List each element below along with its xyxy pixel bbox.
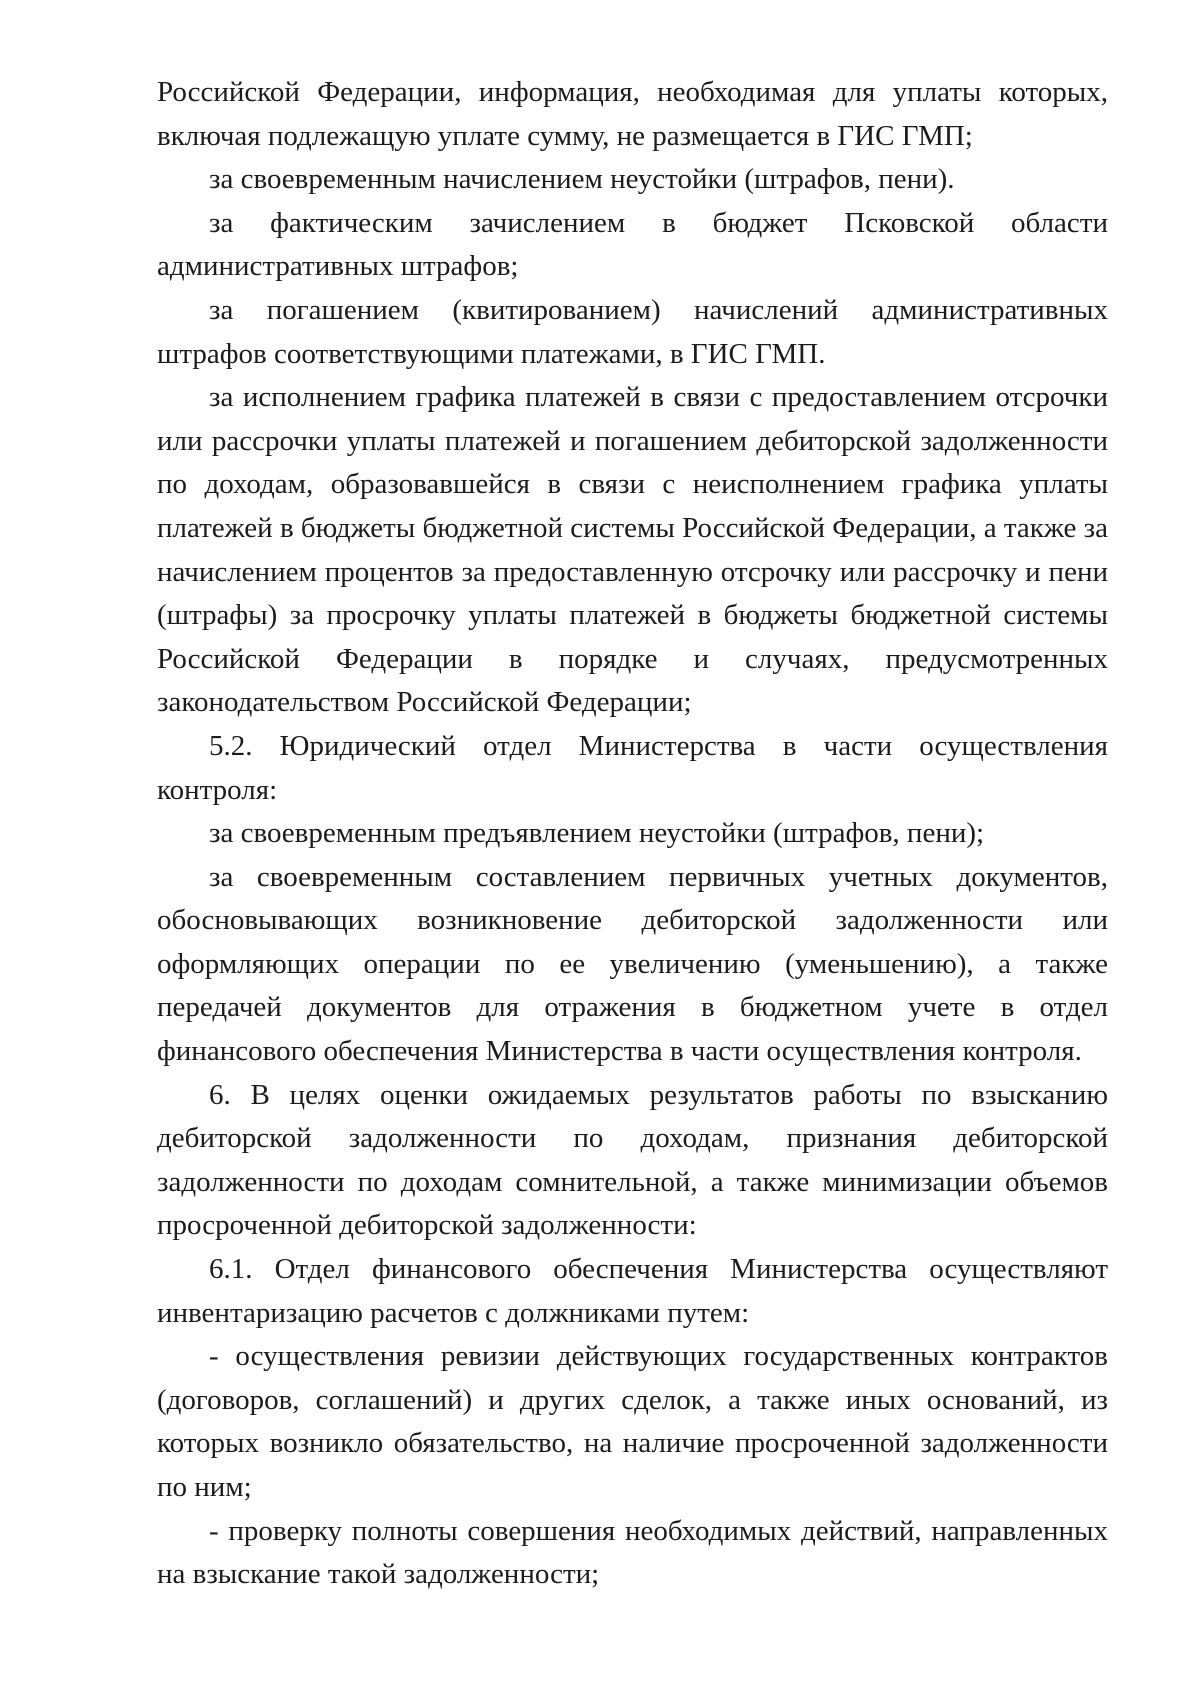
paragraph-fines-crediting: за фактическим зачислением в бюджет Псковской области административных штрафов; [157,206,1108,283]
paragraph-section-6: 6. В целях оценки ожидаемых результатов работы по взысканию дебиторской задолженности по доходам, признания дебиторской задолженности по доходам сомнительной, а также минимизации объемов просроченной дебиторской задолженности: [157,1078,1108,1242]
paragraph-primary-documents: за своевременным составлением первичных учетных документов, обосновывающих возникновение дебиторской задолженности или оформляющих операции по ее увеличению (уменьшению), а также передачей документов для отражения в бюджетном учете в отдел финансового обеспечения Министерства в части осуществления контроля. [157,860,1108,1068]
paragraph-penalty-accrual: за своевременным начислением неустойки (штрафов, пени). [209,163,955,196]
list-item-contract-audit: - осуществления ревизии действующих государственных контрактов (договоров, соглашений) и других сделок, а также иных оснований, из которых возникло обязательство, на наличие просроченной задолженности по ним; [157,1340,1108,1503]
list-item-completeness-check: - проверку полноты совершения необходимых действий, направленных на взыскание такой задолженности; [157,1514,1108,1591]
paragraph-section-6-1: 6.1. Отдел финансового обеспечения Министерства осуществляют инвентаризацию расчетов с должниками путем: [157,1253,1108,1329]
document-body [157,71,1108,1597]
paragraph-section-5-2: 5.2. Юридический отдел Министерства в части осуществления контроля: [157,729,1108,806]
paragraph-continuation: Российской Федерации, информация, необходимая для уплаты которых, включая подлежащую уплате сумму, не размещается в ГИС ГМП; [157,76,1108,152]
paragraph-payment-schedule: за исполнением графика платежей в связи с предоставлением отсрочки или рассрочки уплаты платежей и погашением дебиторской задолженности по доходам, образовавшейся в связи с неисполнением графика уплаты платежей в бюджеты бюджетной системы Российской Федерации, а также за начислением процентов за предоставленную отсрочку или рассрочку и пени (штрафы) за просрочку уплаты платежей в бюджеты бюджетной системы Российской Федерации в порядке и случаях, предусмотренных законодательством Российской Федерации; [157,381,1108,719]
paragraph-fines-settlement: за погашением (квитированием) начислений административных штрафов соответствующими платежами, в ГИС ГМП. [157,293,1108,370]
paragraph-penalty-claims: за своевременным предъявлением неустойки (штрафов, пени); [209,817,985,850]
